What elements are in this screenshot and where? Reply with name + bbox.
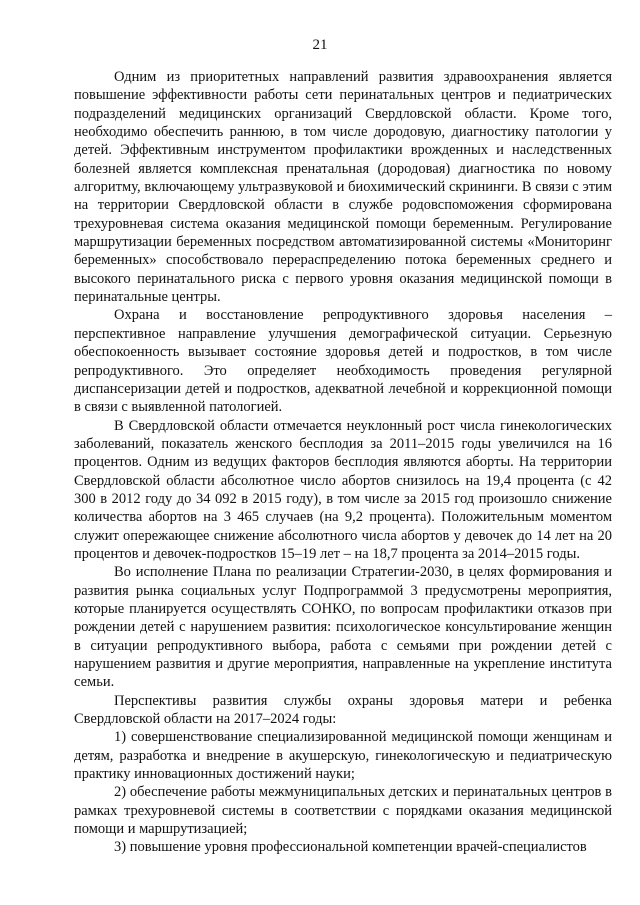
- paragraph-development-prospects: Перспективы развития службы охраны здоровья матери и ребенка Свердловской области на 2017–2024 годы:: [74, 692, 612, 728]
- body-text: [74, 68, 612, 857]
- list-item-2: 2) обеспечение работы межмуниципальных детских и перинатальных центров в рамках трехуровневой системы в соответствии с порядками оказания медицинской помощи и маршрутизацией;: [74, 784, 612, 838]
- page-number: 21: [312, 37, 328, 53]
- list-item-1: 1) совершенствование специализированной медицинской помощи женщинам и детям, разработка и внедрение в акушерскую, гинекологическую и педиатрическую практику инновационных достижений науки;: [74, 729, 612, 783]
- paragraph-maternal-care-priorities: Одним из приоритетных направлений развития здравоохранения является повышение эффективности работы сети перинатальных центров и педиатрических подразделений медицинских организаций Свердловской области. Кроме того, необходимо обеспечить раннюю, в том числе дородовую, диагностику патологии у детей. Эффективным инструментом профилактики врожденных и наследственных болезней является комплексная пренатальная (дородовая) диагностика по новому алгоритму, включающему ультразвуковой и биохимический скрининги. В связи с этим на территории Свердловской области в службе родовспоможения сформирована трехуровневая система оказания медицинской помощи беременным. Регулирование маршрутизации беременных посредством автоматизированной системы «Мониторинг беременных» способствовало перераспределению потока беременных среднего и высокого перинатального риска с первого уровня оказания медицинской помощи в перинатальные центры.: [74, 69, 612, 306]
- paragraph-reproductive-health: Охрана и восстановление репродуктивного здоровья населения – перспективное направление улучшения демографической ситуации. Серьезную обеспокоенность вызывает состояние здоровья детей и подростков, в том числе репродуктивного. Это определяет необходимость проведения регулярной диспансеризации детей и подростков, адекватной лечебной и коррекционной помощи в связи с выявленной патологией.: [74, 307, 612, 416]
- list-item-3: 3) повышение уровня профессиональной компетенции врачей-специалистов: [114, 839, 587, 856]
- paragraph-strategy-2030-measures: Во исполнение Плана по реализации Стратегии-2030, в целях формирования и развития рынка социальных услуг Подпрограммой 3 предусмотрены мероприятия, которые планируется осуществлять СОНКО, по вопросам профилактики отказов при рождении детей с нарушением развития: психологическое консультирование женщин в ситуации репродуктивного выбора, работа с семьями при рождении детей с нарушением развития и другие мероприятия, направленные на укрепление института семьи.: [74, 564, 612, 691]
- paragraph-infertility-abortions: В Свердловской области отмечается неуклонный рост числа гинекологических заболеваний, показатель женского бесплодия за 2011–2015 годы увеличился на 16 процентов. Одним из ведущих факторов бесплодия являются аборты. На территории Свердловской области абсолютное число абортов снизилось на 19,4 процента (с 42 300 в 2012 году до 34 092 в 2015 году), в том числе за 2015 год произошло снижение количества абортов на 3 465 случаев (на 9,2 процента). Положительным моментом служит опережающее снижение абсолютного числа абортов у девочек до 14 лет на 20 процентов и девочек-подростков 15–19 лет – на 18,7 процента за 2014–2015 годы.: [74, 417, 612, 562]
